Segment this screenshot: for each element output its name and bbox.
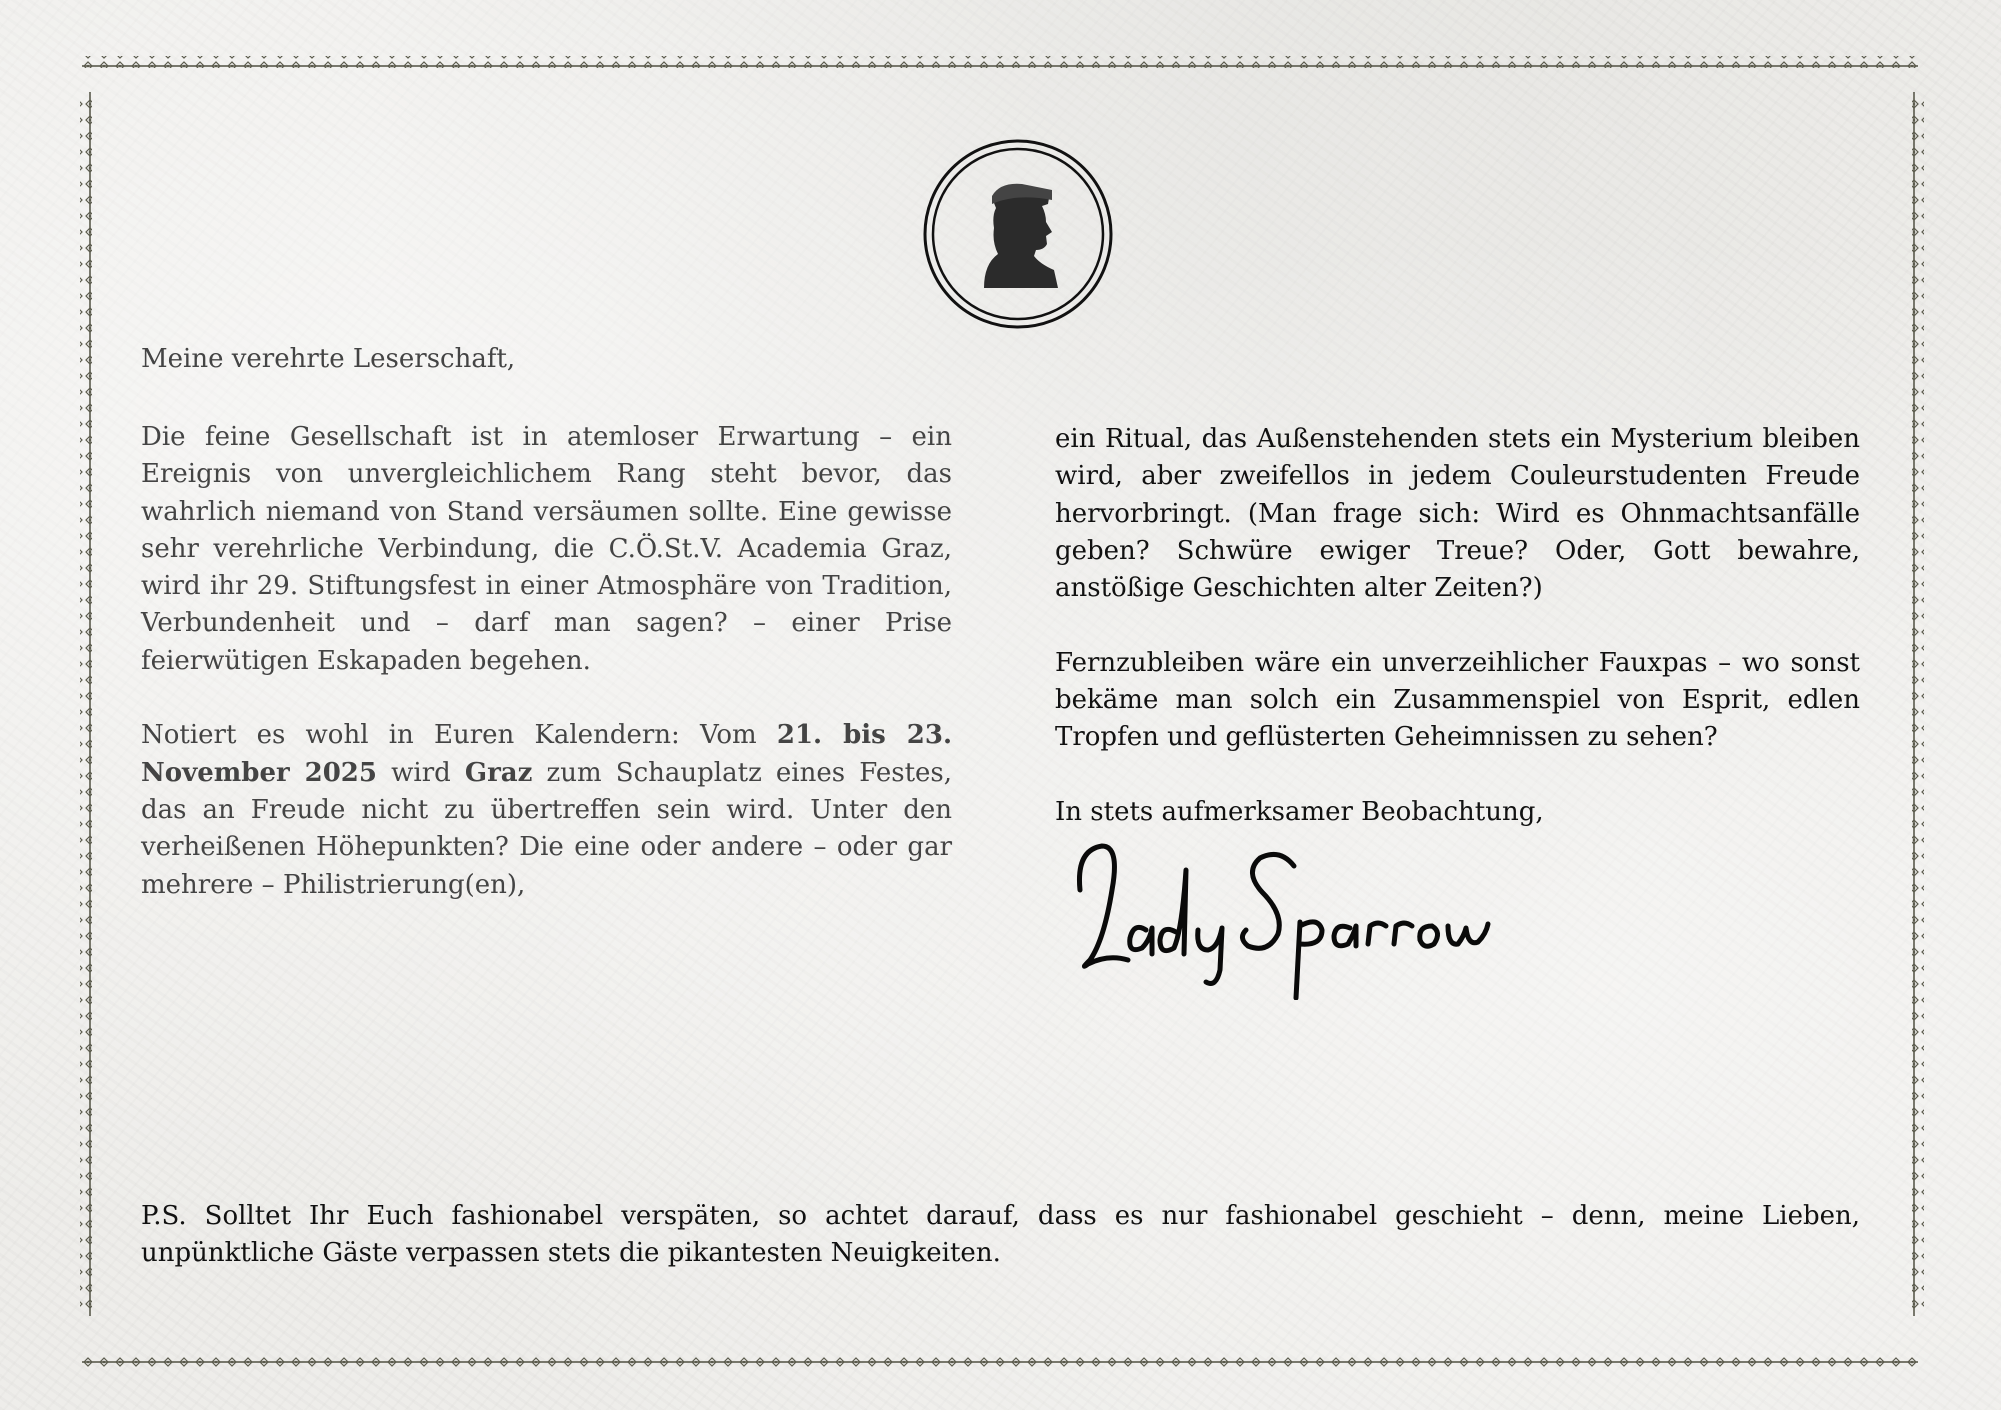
paragraph-ritual: ein Ritual, das Außenstehenden stets ein Mysterium bleiben wird, aber zweifellos in jedem Couleurstudenten Freude hervorbringt. (Man frage sich: Wird es Ohnmachtsanfälle geben? Schwüre ewiger Treue? Oder, Gott bewahre, anstößige Geschichten alter Zeiten?) [1055, 424, 1860, 604]
border-left [80, 92, 92, 1316]
right-column [1055, 421, 1860, 869]
closing-line: In stets aufmerksamer Beobachtung, [1055, 796, 1544, 827]
border-right [1912, 92, 1924, 1316]
portrait-medallion-icon [922, 138, 1114, 330]
left-column [141, 419, 952, 941]
salutation: Meine verehrte Leserschaft, [141, 344, 516, 374]
border-bottom [82, 1356, 1918, 1368]
paragraph-intro: Die feine Gesellschaft ist in atemloser Erwartung – ein Ereignis von unvergleichlichem Rang steht bevor, das wahrlich niemand von Stand versäumen sollte. Eine gewisse sehr verehrliche Verbindung, die C.Ö.St.V. Academia Graz, wird ihr 29. Stiftungsfest in einer Atmosphäre von Tradition, Verbundenheit und – darf man sagen? – einer Prise feierwütigen Eskapaden begehen. [141, 422, 952, 676]
date-rest: zum Schauplatz eines Festes, das an Freude nicht zu übertreffen sein wird. Unter den verheißenen Höhepunkten? Die eine oder andere – oder gar mehrere – Philistrierung(en), [141, 757, 953, 900]
paragraph-fauxpas: Fernzubleiben wäre ein unverzeihlicher Fauxpas – wo sonst bekäme man solch ein Zusammenspiel von Esprit, edlen Tropfen und geflüsterten Geheimnissen zu sehen? [1055, 647, 1860, 753]
event-city: Graz [464, 757, 533, 788]
signature-lady-sparrow [1068, 830, 1508, 1000]
postscript: P.S. Solltet Ihr Euch fashionabel verspäten, so achtet darauf, dass es nur fashionabel geschieht – denn, meine Lieben, unpünktliche Gäste verpassen stets die pikantesten Neuigkeiten. [141, 1201, 1860, 1269]
date-lead: Notiert es wohl in Euren Kalendern: Vom [141, 720, 777, 751]
date-mid: wird [376, 757, 465, 788]
event-dates: 21. bis 23. November 2025 [141, 720, 952, 788]
paragraph-date [141, 717, 952, 903]
border-top [82, 56, 1918, 68]
